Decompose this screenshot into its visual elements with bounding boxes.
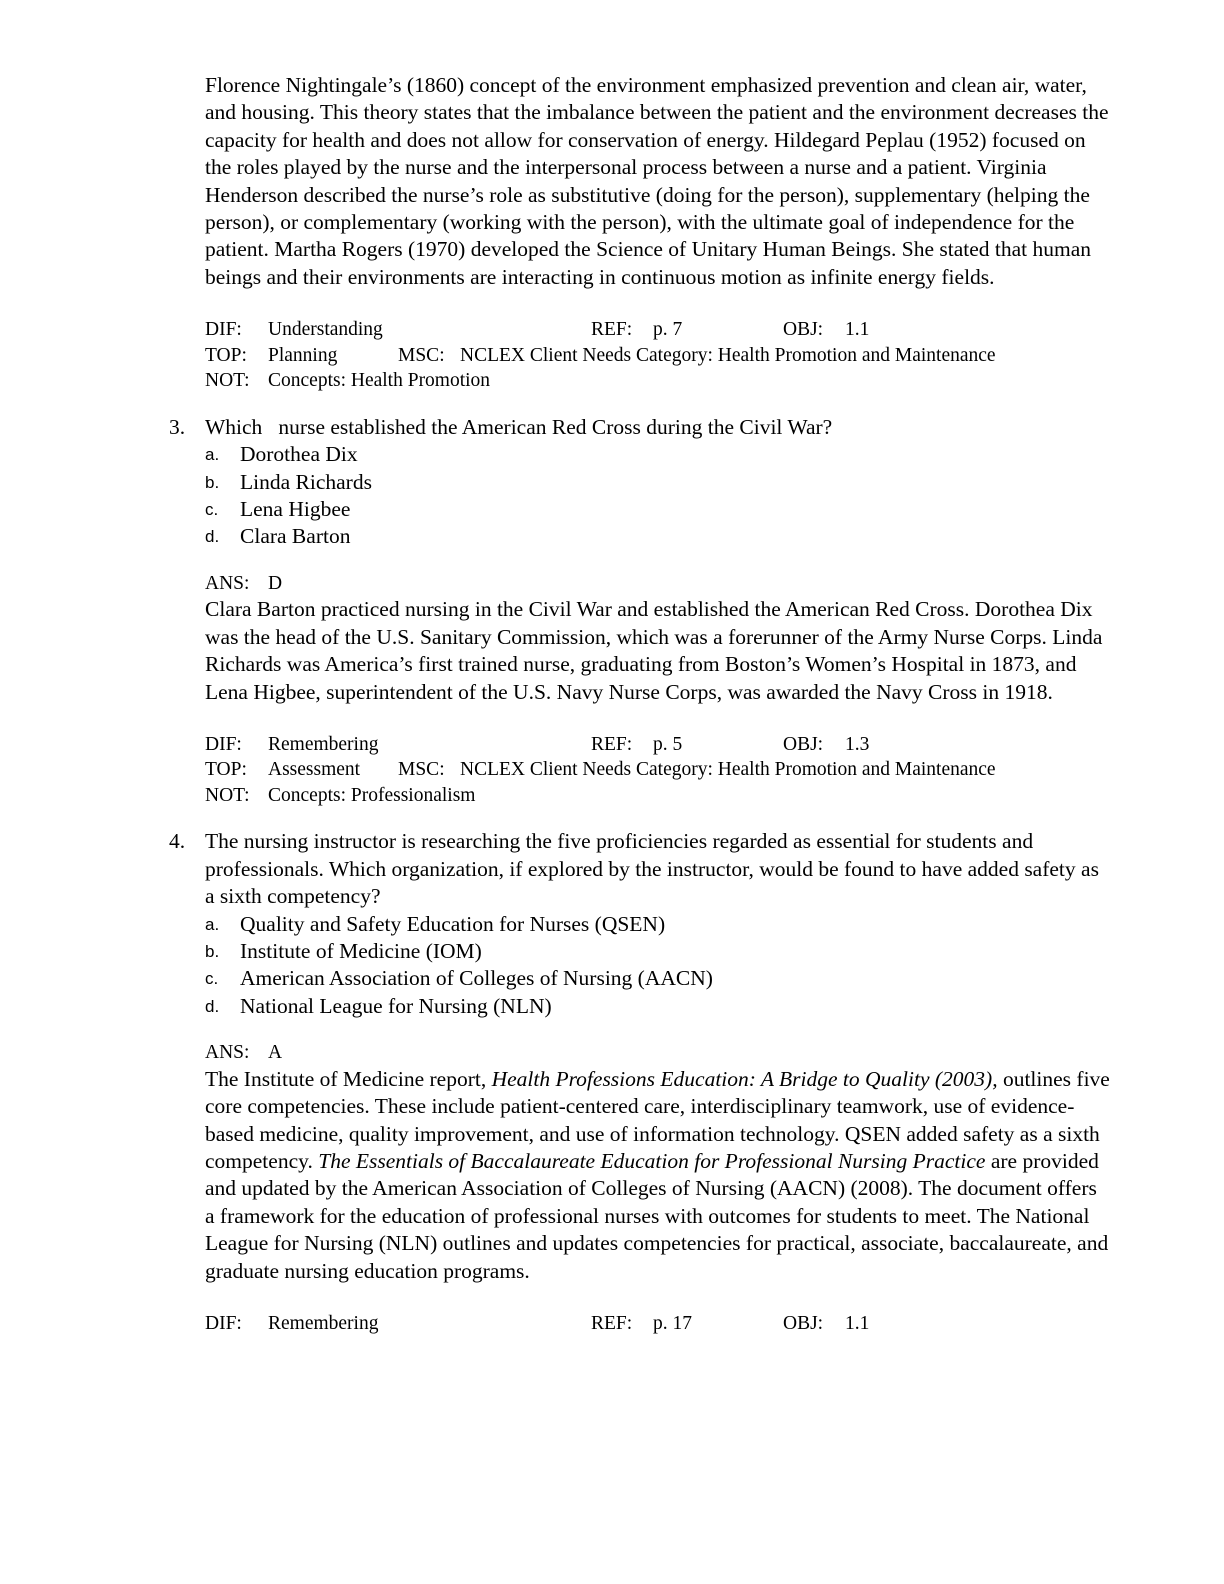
question-metadata <box>205 1311 1110 1337</box>
option-text: Quality and Safety Education for Nurses (QSEN) <box>240 911 666 936</box>
meta-row-not <box>205 368 1110 394</box>
option-text: American Association of Colleges of Nursing (AACN) <box>240 966 713 991</box>
rationale-paragraph: Florence Nightingale’s (1860) concept of the environment emphasized prevention and clean air, water, and housing. This theory states that the imbalance between the patient and the environment decreases the capacity for health and does not allow for conservation of energy. Hildegard Peplau (1952) focused on the roles played by the nurse and the interpersonal process between a nurse and a patient. Virginia Henderson described the nurse’s role as substitutive (doing for the person), supplementary (helping the person), or complementary (working with the person), with the ultimate goal of independence for the patient. Martha Rogers (1970) developed the Science of Unitary Human Beings. She stated that human beings and their environments are interacting in continuous motion as infinite energy fields. <box>205 73 1109 289</box>
dif-value: Understanding <box>268 319 383 341</box>
question-metadata <box>205 317 1110 394</box>
option-text: National League for Nursing (NLN) <box>240 993 552 1018</box>
not-label: NOT: <box>205 784 250 806</box>
obj-value: 1.3 <box>845 733 870 755</box>
option-letter: b. <box>205 472 220 492</box>
rationale-italic-title: Health Professions Education: A Bridge to Quality (2003), <box>491 1066 998 1091</box>
msc-label: MSC: <box>398 759 445 781</box>
dif-label: DIF: <box>205 733 242 755</box>
answer-options <box>205 911 1110 1021</box>
ans-value: A <box>268 1042 283 1064</box>
rationale-text: are provided and updated by the American Association of Colleges of Nursing (AACN) (2008). The document offers a framework for the education of professional nurses with outcomes for students to meet. The National League for Nursing (NLN) outlines and updates competencies for practical, associate, baccalaureate, and graduate nursing education programs. <box>205 1148 1109 1283</box>
question-stem: The nursing instructor is researching the five proficiencies regarded as essential for students and professionals. Which organization, if explored by the instructor, would be found to have added safety as a sixth competency? <box>205 829 1099 909</box>
option-b <box>205 469 1110 496</box>
question-4 <box>169 828 1110 1336</box>
ref-value: p. 7 <box>653 319 683 341</box>
top-value: Assessment <box>268 759 361 781</box>
option-text: Dorothea Dix <box>240 442 358 467</box>
option-letter: c. <box>205 969 219 989</box>
ans-label: ANS: <box>205 1042 250 1064</box>
option-d <box>205 523 1110 550</box>
top-label: TOP: <box>205 344 247 366</box>
question-stem: Which nurse established the American Red Cross during the Civil War? <box>205 414 833 439</box>
meta-row-top <box>205 757 1110 783</box>
option-letter: a. <box>205 445 220 465</box>
ans-value: D <box>268 572 283 594</box>
ref-value: p. 17 <box>653 1313 692 1334</box>
option-c <box>205 965 1110 992</box>
option-text: Institute of Medicine (IOM) <box>240 939 482 964</box>
msc-value: NCLEX Client Needs Category: Health Promotion and Maintenance <box>460 759 996 781</box>
option-letter: c. <box>205 499 219 519</box>
obj-value: 1.1 <box>845 319 870 341</box>
rationale-paragraph <box>205 1066 1110 1285</box>
rationale-text: outlines five core competencies. These include patient-centered care, interdisciplinary teamwork, use of evidence-based medicine, quality improvement, and use of information technology. QSEN added safety as a sixth competency. <box>205 1066 1110 1173</box>
rationale-italic-title: The Essentials of Baccalaureate Education for Professional Nursing Practice <box>318 1148 986 1173</box>
question-number: 3. <box>169 414 186 439</box>
meta-row-dif <box>205 732 1110 758</box>
option-letter: d. <box>205 527 220 547</box>
rationale-text: The Institute of Medicine report, <box>205 1066 492 1091</box>
obj-label: OBJ: <box>783 1313 824 1334</box>
obj-value: 1.1 <box>845 1313 870 1334</box>
document-page <box>169 72 1110 1337</box>
question-number: 4. <box>169 829 186 854</box>
option-c <box>205 496 1110 523</box>
option-d <box>205 993 1110 1020</box>
meta-row-dif <box>205 317 1110 343</box>
option-text: Lena Higbee <box>240 496 351 521</box>
option-a <box>205 911 1110 938</box>
answer-line <box>205 1040 1110 1066</box>
answer-options <box>205 441 1110 551</box>
msc-label: MSC: <box>398 344 445 366</box>
dif-value: Remembering <box>268 733 379 755</box>
option-letter: a. <box>205 914 220 934</box>
obj-label: OBJ: <box>783 733 824 755</box>
rationale-paragraph: Clara Barton practiced nursing in the Civil War and established the American Red Cross. Dorothea Dix was the head of the U.S. Sanitary Commission, which was a forerunner of the Army Nurse Corps. Linda Richards was America’s first trained nurse, graduating from Boston’s Women’s Hospital in 1873, and Lena Higbee, superintendent of the U.S. Navy Nurse Corps, was awarded the Navy Cross in 1918. <box>205 597 1103 704</box>
dif-value: Remembering <box>268 1313 379 1334</box>
meta-row-dif <box>205 1311 1110 1337</box>
option-letter: d. <box>205 996 220 1016</box>
option-text: Linda Richards <box>240 469 372 494</box>
top-value: Planning <box>268 344 338 366</box>
option-text: Clara Barton <box>240 524 351 549</box>
top-label: TOP: <box>205 759 247 781</box>
not-label: NOT: <box>205 370 250 392</box>
meta-row-not <box>205 783 1110 809</box>
option-letter: b. <box>205 942 220 962</box>
ref-label: REF: <box>591 1313 633 1334</box>
question-3 <box>169 414 1110 809</box>
msc-value: NCLEX Client Needs Category: Health Promotion and Maintenance <box>460 344 996 366</box>
ref-value: p. 5 <box>653 733 683 755</box>
answer-line <box>205 571 1110 597</box>
option-a <box>205 441 1110 468</box>
ans-label: ANS: <box>205 572 250 594</box>
option-b <box>205 938 1110 965</box>
dif-label: DIF: <box>205 1313 242 1334</box>
meta-row-top <box>205 343 1110 369</box>
not-value: Concepts: Health Promotion <box>268 370 491 392</box>
not-value: Concepts: Professionalism <box>268 784 476 806</box>
question-metadata <box>205 732 1110 809</box>
ref-label: REF: <box>591 733 633 755</box>
ref-label: REF: <box>591 319 633 341</box>
dif-label: DIF: <box>205 319 242 341</box>
obj-label: OBJ: <box>783 319 824 341</box>
